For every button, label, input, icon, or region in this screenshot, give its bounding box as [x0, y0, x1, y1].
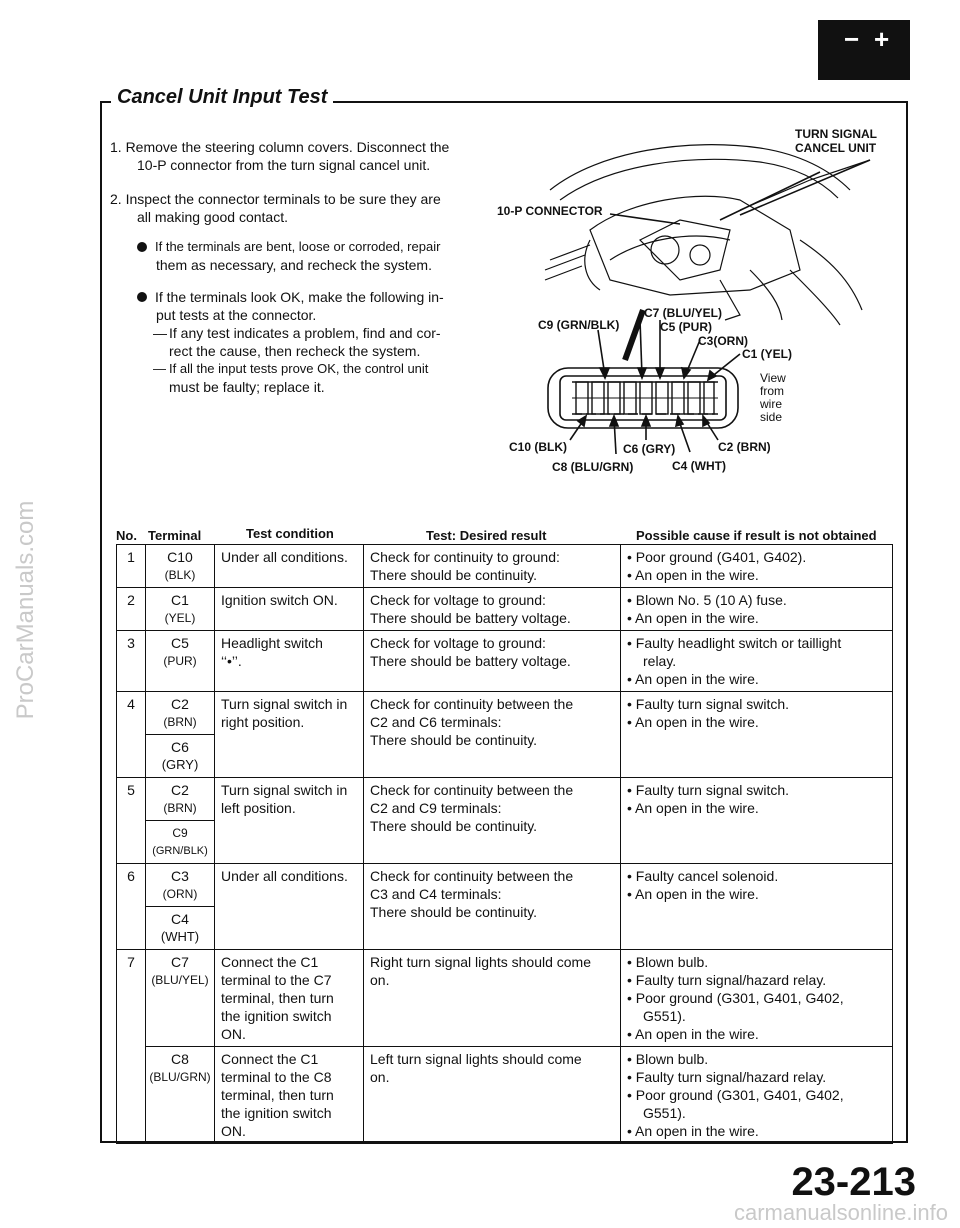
result-cell: Check for continuity between the C2 and C9 terminals: There should be continuity. [364, 778, 621, 864]
terminal-cell: C7 (BLU/YEL) [146, 950, 215, 1047]
c2-label: C2 (BRN) [718, 440, 771, 454]
dash-1-line-2: rect the cause, then recheck the system. [169, 343, 421, 359]
result-cell: Check for voltage to ground: There should be battery voltage. [364, 588, 621, 631]
header-desired-result: Test: Desired result [426, 528, 547, 543]
header-test-condition: Test condition [246, 526, 334, 541]
result-cell: Check for continuity between the C3 and C4 terminals: There should be continuity. [364, 864, 621, 950]
bullet-1-line-2: them as necessary, and recheck the system. [156, 257, 432, 273]
row-number: 7 [117, 950, 146, 1144]
turn-signal-cancel-unit-label: TURN SIGNAL CANCEL UNIT [795, 127, 877, 155]
footer-watermark: carmanualsonline.info [733, 1200, 948, 1225]
terminal-cell: C4 (WHT) [146, 907, 215, 950]
row-number: 1 [117, 545, 146, 588]
ten-p-connector-label: 10-P CONNECTOR [497, 204, 603, 218]
cause-cell: • Faulty turn signal switch. • An open in the wire. [621, 778, 893, 864]
result-cell: Check for voltage to ground: There should be battery voltage. [364, 631, 621, 692]
bullet-2-line-2: put tests at the connector. [156, 307, 317, 323]
instruction-steps [110, 138, 475, 396]
page-number: 23-213 [791, 1160, 916, 1204]
table-row [117, 1047, 893, 1144]
condition-cell: Connect the C1 terminal to the C8 terminal, then turn the ignition switch ON. [215, 1047, 364, 1144]
dash-1-line-1: — If any test indicates a problem, find and cor- [155, 324, 475, 342]
result-cell: Check for continuity between the C2 and C6 terminals: There should be continuity. [364, 692, 621, 778]
terminal-cell: C2 (BRN) [146, 778, 215, 821]
result-cell: Left turn signal lights should come on. [364, 1047, 621, 1144]
condition-cell: Connect the C1 terminal to the C7 terminal, then turn the ignition switch ON. [215, 950, 364, 1047]
header-possible-cause: Possible cause if result is not obtained [636, 528, 877, 543]
terminal-cell: C8 (BLU/GRN) [146, 1047, 215, 1144]
terminal-cell: C2 (BRN) [146, 692, 215, 735]
condition-cell: Turn signal switch in right position. [215, 692, 364, 778]
watermark-procarmanuals: ProCarManuals.com [12, 500, 39, 720]
battery-icon [818, 20, 910, 80]
cause-cell: • Poor ground (G401, G402). • An open in the wire. [621, 545, 893, 588]
row-number: 2 [117, 588, 146, 631]
terminal-cell: C10 (BLK) [146, 545, 215, 588]
c4-label: C4 (WHT) [672, 459, 726, 473]
c7-label: C7 (BLU/YEL) [644, 306, 722, 320]
row-number: 4 [117, 692, 146, 778]
view-from-wire-side: View from wire side [760, 371, 786, 424]
dash-2-line-2: must be faulty; replace it. [169, 379, 325, 395]
c9-label: C9 (GRN/BLK) [538, 318, 620, 332]
table-row [117, 778, 893, 821]
condition-cell: Headlight switch ‘‘•’’. [215, 631, 364, 692]
step-2-line-1: 2. Inspect the connector terminals to be sure they are [110, 191, 441, 207]
table-row [117, 950, 893, 1047]
bullet-1-line-1: If the terminals are bent, loose or corroded, repair [135, 238, 475, 256]
table-row [117, 631, 893, 692]
cause-cell: • Faulty cancel solenoid. • An open in the wire. [621, 864, 893, 950]
steering-column-illustration [545, 145, 870, 325]
terminal-cell: C6 (GRY) [146, 735, 215, 778]
header-no: No. [116, 528, 137, 543]
terminal-cell: C5 (PUR) [146, 631, 215, 692]
cause-cell: • Blown No. 5 (10 A) fuse. • An open in the wire. [621, 588, 893, 631]
step-1-line-1: 1. Remove the steering column covers. Disconnect the [110, 139, 450, 155]
terminal-cell: C1 (YEL) [146, 588, 215, 631]
c1-label: C1 (YEL) [742, 347, 793, 361]
terminal-cell: C9 (GRN/BLK) [146, 821, 215, 864]
condition-cell: Ignition switch ON. [215, 588, 364, 631]
table-row [117, 588, 893, 631]
row-number: 3 [117, 631, 146, 692]
c10-label: C10 (BLK) [509, 440, 568, 454]
cause-cell: • Faulty turn signal switch. • An open in the wire. [621, 692, 893, 778]
minus-sign: − [844, 24, 860, 54]
c3-label: C3(ORN) [698, 334, 748, 348]
result-cell: Check for continuity to ground: There should be continuity. [364, 545, 621, 588]
row-number: 6 [117, 864, 146, 950]
table-row [117, 692, 893, 735]
test-table [116, 544, 893, 1144]
c5-label: C5 (PUR) [660, 320, 713, 334]
dash-2-line-1: — If all the input tests prove OK, the control unit [155, 360, 475, 378]
condition-cell: Under all conditions. [215, 545, 364, 588]
step-1-line-2: 10-P connector from the turn signal cancel unit. [137, 157, 431, 173]
header-terminal: Terminal [148, 528, 202, 543]
condition-cell: Under all conditions. [215, 864, 364, 950]
table-row [117, 864, 893, 907]
cause-cell: • Blown bulb. • Faulty turn signal/hazard relay. • Poor ground (G301, G401, G402, G551). • An open in the wire. [621, 950, 893, 1047]
result-cell: Right turn signal lights should come on. [364, 950, 621, 1047]
c6-label: C6 (GRY) [623, 442, 676, 456]
connector-diagram [490, 120, 900, 480]
c8-label: C8 (BLU/GRN) [552, 460, 634, 474]
table-row [117, 545, 893, 588]
bullet-2-line-1: If the terminals look OK, make the following in- [135, 288, 475, 306]
step-2-line-2: all making good contact. [137, 209, 288, 225]
terminal-cell: C3 (ORN) [146, 864, 215, 907]
page-title: Cancel Unit Input Test [111, 86, 333, 109]
plus-sign: + [874, 24, 890, 54]
cause-cell: • Blown bulb. • Faulty turn signal/hazard relay. • Poor ground (G301, G401, G402, G551). • An open in the wire. [621, 1047, 893, 1144]
row-number: 5 [117, 778, 146, 864]
condition-cell: Turn signal switch in left position. [215, 778, 364, 864]
cause-cell: • Faulty headlight switch or taillight relay. • An open in the wire. [621, 631, 893, 692]
